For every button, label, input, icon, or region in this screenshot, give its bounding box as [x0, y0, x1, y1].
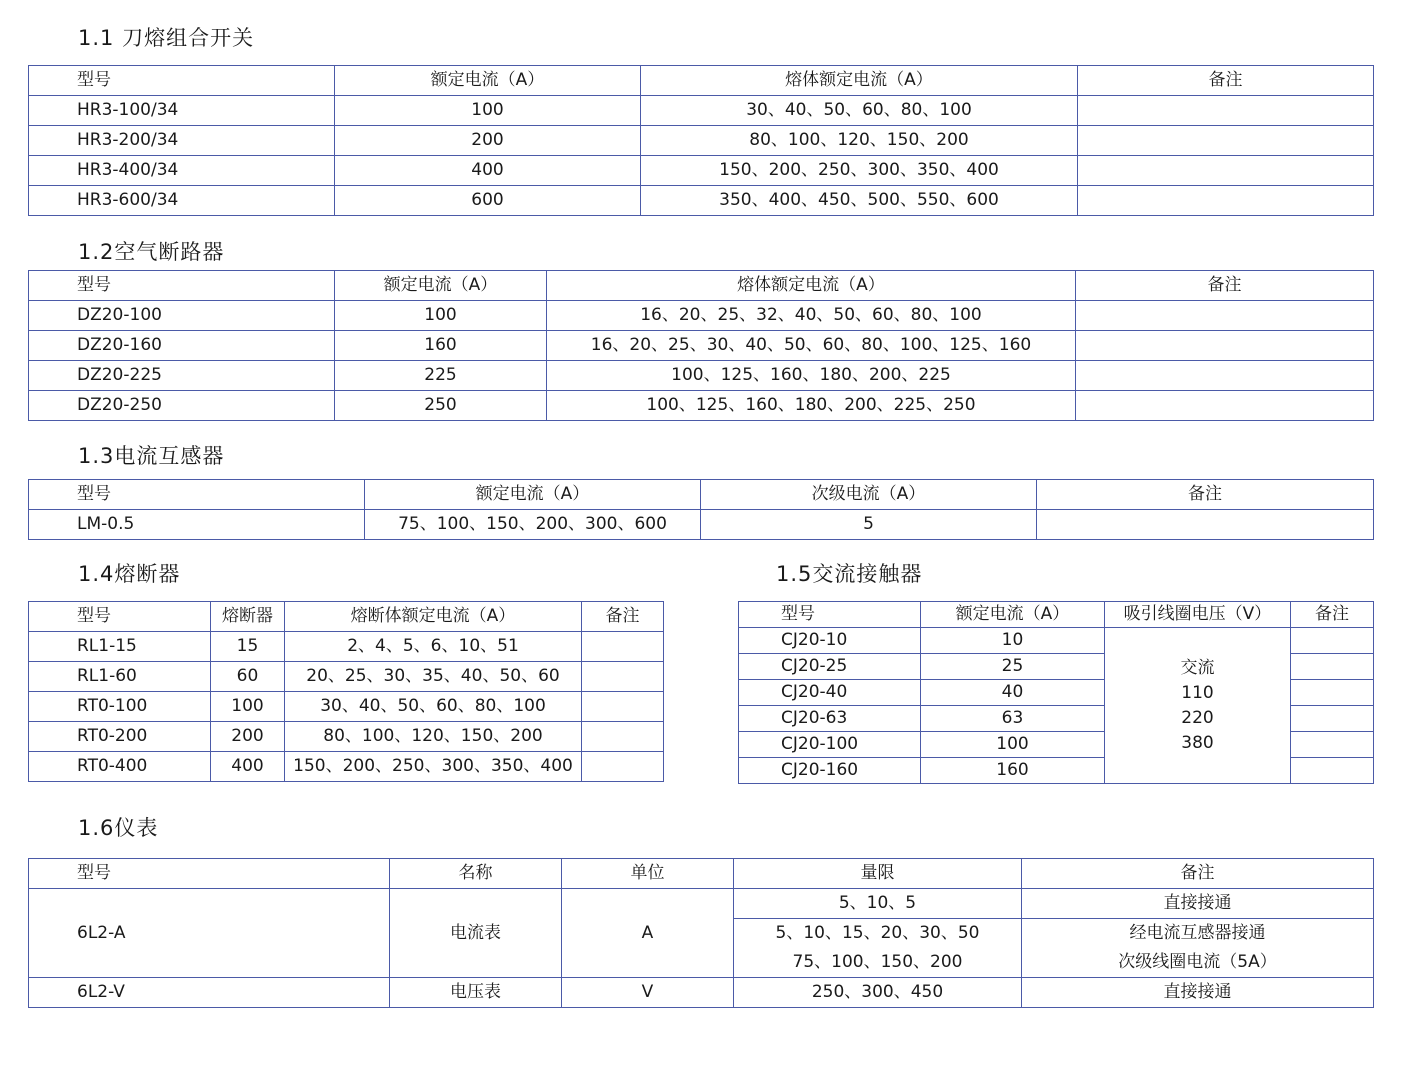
voltage-value: 220	[1181, 707, 1214, 728]
section-title-1-4: 1.4熔断器	[78, 562, 181, 586]
table-header-row	[29, 66, 1374, 96]
cell-remarks: 直接接通	[1022, 978, 1374, 1008]
cell-remarks	[1076, 331, 1374, 361]
table-row	[29, 978, 1374, 1008]
header-model: 型号	[29, 602, 211, 632]
cell-remarks	[1078, 186, 1374, 216]
cell-rated-current: 600	[335, 186, 641, 216]
cell-remarks	[582, 692, 664, 722]
cell-model: DZ20-225	[29, 361, 335, 391]
cell-secondary-current: 5	[701, 510, 1037, 540]
cell-fuse-current: 30、40、50、60、80、100	[641, 96, 1078, 126]
header-coil-voltage: 吸引线圈电压（V）	[1105, 602, 1291, 628]
table-row	[29, 889, 1374, 919]
cell-coil-voltage	[1105, 628, 1291, 784]
table-row	[29, 331, 1374, 361]
header-remarks: 备注	[1078, 66, 1374, 96]
voltage-value: 110	[1181, 682, 1214, 703]
voltage-type: 交流	[1180, 657, 1215, 678]
header-model: 型号	[29, 480, 365, 510]
cell-rated-current: 200	[335, 126, 641, 156]
table-row	[29, 752, 664, 782]
cell-fuse-current: 100、125、160、180、200、225	[547, 361, 1076, 391]
cell-rated-current: 160	[335, 331, 547, 361]
table-row	[29, 510, 1374, 540]
cell-remarks	[1291, 628, 1374, 654]
table-row	[29, 186, 1374, 216]
cell-remarks	[1078, 126, 1374, 156]
header-remarks: 备注	[1291, 602, 1374, 628]
cell-model: HR3-400/34	[29, 156, 335, 186]
cell-remarks	[582, 662, 664, 692]
cell-fuse: 200	[211, 722, 285, 752]
cell-rated-current: 400	[335, 156, 641, 186]
cell-fuse: 100	[211, 692, 285, 722]
cell-model: CJ20-63	[739, 706, 921, 732]
cell-remarks	[1078, 156, 1374, 186]
table-header-row	[29, 271, 1374, 301]
knife-fuse-switch-table	[28, 65, 1374, 216]
header-rated-current: 额定电流（A）	[335, 271, 547, 301]
header-model: 型号	[739, 602, 921, 628]
table-row	[29, 632, 664, 662]
cell-range: 5、10、15、20、30、50	[734, 919, 1022, 949]
cell-rated-current: 10	[921, 628, 1105, 654]
cell-fuse-link-current: 80、100、120、150、200	[285, 722, 582, 752]
cell-fuse-current: 100、125、160、180、200、225、250	[547, 391, 1076, 421]
cell-rated-current: 225	[335, 361, 547, 391]
cell-model: DZ20-250	[29, 391, 335, 421]
cell-range: 250、300、450	[734, 978, 1022, 1008]
cell-remarks	[582, 752, 664, 782]
cell-fuse-current: 80、100、120、150、200	[641, 126, 1078, 156]
cell-model: CJ20-100	[739, 732, 921, 758]
air-circuit-breaker-table	[28, 270, 1374, 421]
table-row	[29, 692, 664, 722]
header-rated-current: 额定电流（A）	[365, 480, 701, 510]
header-remarks: 备注	[1076, 271, 1374, 301]
cell-remarks	[1076, 361, 1374, 391]
header-rated-current: 额定电流（A）	[921, 602, 1105, 628]
header-remarks: 备注	[1037, 480, 1374, 510]
cell-model: CJ20-25	[739, 654, 921, 680]
cell-fuse-link-current: 30、40、50、60、80、100	[285, 692, 582, 722]
cell-fuse-current: 150、200、250、300、350、400	[641, 156, 1078, 186]
table-header-row	[29, 859, 1374, 889]
table-row	[29, 156, 1374, 186]
cell-fuse-current: 16、20、25、30、40、50、60、80、100、125、160	[547, 331, 1076, 361]
section-title-1-5: 1.5交流接触器	[776, 562, 923, 586]
cell-model: 6L2-A	[29, 889, 390, 978]
cell-remarks: 次级线圈电流（5A）	[1022, 948, 1374, 978]
fuse-table	[28, 601, 664, 782]
table-row	[29, 662, 664, 692]
cell-model: CJ20-40	[739, 680, 921, 706]
cell-fuse-link-current: 20、25、30、35、40、50、60	[285, 662, 582, 692]
cell-remarks: 经电流互感器接通	[1022, 919, 1374, 949]
cell-range: 75、100、150、200	[734, 948, 1022, 978]
header-rated-current: 额定电流（A）	[335, 66, 641, 96]
section-title-1-3: 1.3电流互感器	[78, 444, 225, 468]
cell-remarks	[1078, 96, 1374, 126]
header-model: 型号	[29, 859, 390, 889]
header-name: 名称	[390, 859, 562, 889]
header-remarks: 备注	[1022, 859, 1374, 889]
cell-model: HR3-600/34	[29, 186, 335, 216]
cell-model: HR3-100/34	[29, 96, 335, 126]
header-secondary-current: 次级电流（A）	[701, 480, 1037, 510]
cell-remarks	[1291, 758, 1374, 784]
cell-fuse-link-current: 2、4、5、6、10、51	[285, 632, 582, 662]
cell-remarks	[1291, 680, 1374, 706]
cell-fuse-current: 16、20、25、32、40、50、60、80、100	[547, 301, 1076, 331]
cell-rated-current: 100	[335, 96, 641, 126]
cell-model: RT0-400	[29, 752, 211, 782]
header-model: 型号	[29, 66, 335, 96]
cell-range: 5、10、5	[734, 889, 1022, 919]
cell-model: DZ20-100	[29, 301, 335, 331]
cell-rated-current: 100	[921, 732, 1105, 758]
cell-remarks	[1076, 391, 1374, 421]
cell-fuse: 15	[211, 632, 285, 662]
cell-rated-current: 250	[335, 391, 547, 421]
cell-model: RT0-100	[29, 692, 211, 722]
header-remarks: 备注	[582, 602, 664, 632]
header-fuse-link-current: 熔断体额定电流（A）	[285, 602, 582, 632]
cell-fuse-current: 350、400、450、500、550、600	[641, 186, 1078, 216]
cell-fuse-link-current: 150、200、250、300、350、400	[285, 752, 582, 782]
table-row	[29, 301, 1374, 331]
cell-remarks	[1291, 706, 1374, 732]
header-fuse: 熔断器	[211, 602, 285, 632]
table-row	[29, 126, 1374, 156]
cell-model: RL1-15	[29, 632, 211, 662]
header-range: 量限	[734, 859, 1022, 889]
section-title-1-1: 1.1 刀熔组合开关	[78, 26, 255, 50]
table-row	[29, 361, 1374, 391]
cell-name: 电压表	[390, 978, 562, 1008]
cell-remarks	[1076, 301, 1374, 331]
table-header-row	[739, 602, 1374, 628]
cell-remarks	[582, 722, 664, 752]
header-model: 型号	[29, 271, 335, 301]
cell-rated-current: 75、100、150、200、300、600	[365, 510, 701, 540]
cell-remarks	[1037, 510, 1374, 540]
cell-remarks	[1291, 732, 1374, 758]
table-header-row	[29, 480, 1374, 510]
cell-rated-current: 100	[335, 301, 547, 331]
table-row	[29, 391, 1374, 421]
voltage-value: 380	[1181, 732, 1214, 753]
cell-remarks: 直接接通	[1022, 889, 1374, 919]
table-row	[29, 722, 664, 752]
meter-table	[28, 858, 1374, 1008]
table-header-row	[29, 602, 664, 632]
header-fuse-rated-current: 熔体额定电流（A）	[547, 271, 1076, 301]
cell-rated-current: 63	[921, 706, 1105, 732]
table-row	[29, 96, 1374, 126]
cell-model: DZ20-160	[29, 331, 335, 361]
cell-model: LM-0.5	[29, 510, 365, 540]
section-title-1-2: 1.2空气断路器	[78, 240, 225, 264]
cell-rated-current: 160	[921, 758, 1105, 784]
cell-unit: V	[562, 978, 734, 1008]
header-unit: 单位	[562, 859, 734, 889]
ac-contactor-table	[738, 601, 1374, 784]
cell-model: RL1-60	[29, 662, 211, 692]
cell-model: HR3-200/34	[29, 126, 335, 156]
cell-rated-current: 40	[921, 680, 1105, 706]
cell-unit: A	[562, 889, 734, 978]
cell-model: 6L2-V	[29, 978, 390, 1008]
table-row	[739, 628, 1374, 654]
cell-rated-current: 25	[921, 654, 1105, 680]
cell-model: CJ20-160	[739, 758, 921, 784]
header-fuse-rated-current: 熔体额定电流（A）	[641, 66, 1078, 96]
cell-model: RT0-200	[29, 722, 211, 752]
cell-model: CJ20-10	[739, 628, 921, 654]
cell-fuse: 60	[211, 662, 285, 692]
cell-remarks	[1291, 654, 1374, 680]
cell-remarks	[582, 632, 664, 662]
cell-fuse: 400	[211, 752, 285, 782]
section-title-1-6: 1.6仪表	[78, 816, 159, 840]
current-transformer-table	[28, 479, 1374, 540]
cell-name: 电流表	[390, 889, 562, 978]
